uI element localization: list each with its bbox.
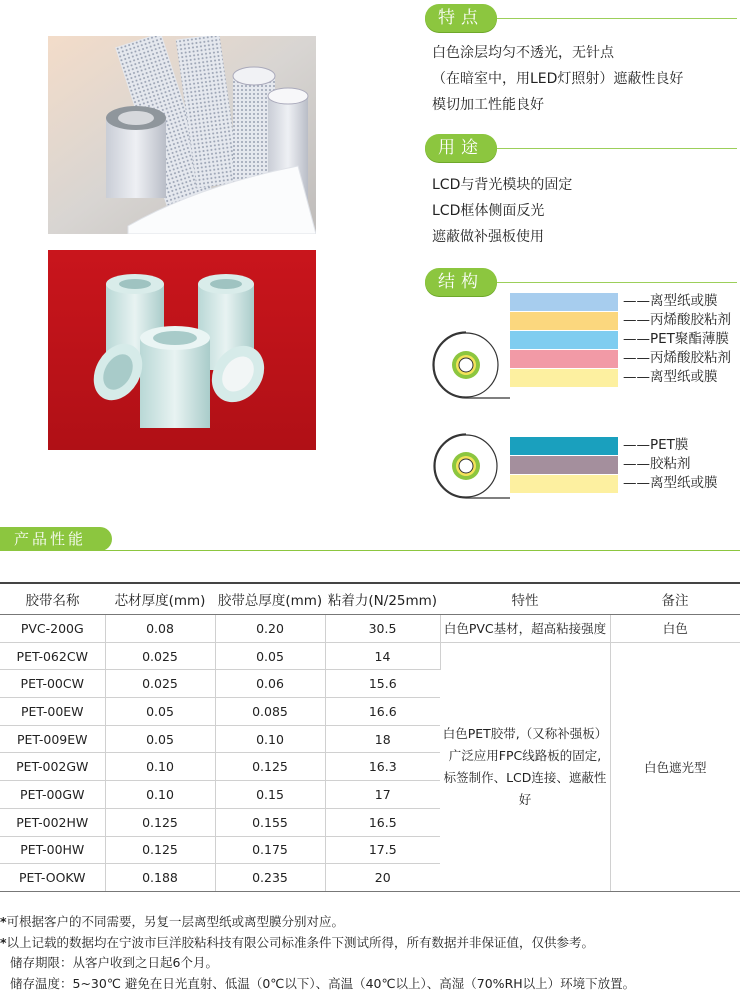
- cell-name: PET-OOKW: [0, 864, 105, 892]
- layer-adhesive: [510, 455, 618, 474]
- note-item: *可根据客户的不同需要，另复一层离型纸或离型膜分别对应。: [0, 914, 345, 929]
- layer-1-release-liner: [510, 292, 618, 311]
- cell-adhesion: 17.5: [325, 836, 440, 864]
- cell-adhesion: 17: [325, 781, 440, 809]
- header-adhesion: 粘着力(N/25mm): [325, 583, 440, 615]
- cell-total: 0.235: [215, 864, 325, 892]
- roll-icon-2: [432, 432, 512, 500]
- header-core: 芯材厚度(mm): [105, 583, 215, 615]
- layer-pet-film: [510, 436, 618, 455]
- layer-label: ——PET膜: [623, 437, 689, 453]
- features-list: [432, 40, 683, 118]
- features-divider: [497, 18, 737, 19]
- features-badge: 特点: [425, 4, 497, 32]
- cell-total: 0.175: [215, 836, 325, 864]
- layer-3-pet-film: [510, 330, 618, 349]
- cell-total: 0.15: [215, 781, 325, 809]
- usage-divider: [497, 148, 737, 149]
- layer-release-liner: [510, 474, 618, 493]
- table-header-row: [0, 583, 740, 615]
- cell-adhesion: 16.3: [325, 753, 440, 781]
- structure-badge: 结构: [425, 268, 497, 296]
- usage-item: LCD框体侧面反光: [432, 203, 545, 219]
- performance-table: [0, 582, 740, 892]
- cell-adhesion: 14: [325, 642, 440, 670]
- note-item: *以上记载的数据均在宁波市巨洋胶粘科技有限公司标准条件下测试所得，所有数据并非保证值，仅供参考。: [0, 934, 595, 950]
- cell-core: 0.025: [105, 642, 215, 670]
- notes-list: [0, 912, 740, 994]
- cell-adhesion: 16.5: [325, 808, 440, 836]
- cell-core: 0.10: [105, 753, 215, 781]
- cell-merged-note: 白色遮光型: [610, 642, 740, 891]
- layer-label: ——离型纸或膜: [623, 475, 718, 491]
- header-total: 胶带总厚度(mm): [215, 583, 325, 615]
- note-item: 储存温度：5~30℃ 避免在日光直射、低温（0℃以下）、高温（40℃以上）、高湿（70%RH以上）环境下放置。: [10, 975, 636, 991]
- cell-core: 0.05: [105, 698, 215, 726]
- feature-line: 广泛应用FPC线路板的固定,: [448, 747, 602, 763]
- usage-badge: 用途: [425, 134, 497, 162]
- cell-name: PET-062CW: [0, 642, 105, 670]
- product-photo-white-rolls: [48, 36, 316, 234]
- feature-item: （在暗室中，用LED灯照射）遮蔽性良好: [432, 71, 684, 87]
- table-row: PVC-200G 0.08 0.20 30.5 白色PVC基材，超高粘接强度 白色: [0, 615, 740, 643]
- cell-core: 0.125: [105, 836, 215, 864]
- cell-total: 0.125: [215, 753, 325, 781]
- feature-line: 标签制作、LCD连接、遮蔽性好: [443, 769, 607, 807]
- product-photo-rolls-red-background: [48, 250, 316, 450]
- feature-item: 模切加工性能良好: [432, 97, 544, 113]
- cell-core: 0.05: [105, 725, 215, 753]
- cell-core: 0.188: [105, 864, 215, 892]
- table-row: [0, 642, 740, 670]
- cell-core: 0.025: [105, 670, 215, 698]
- cell-name: PET-00HW: [0, 836, 105, 864]
- cell-name: PET-002HW: [0, 808, 105, 836]
- layer-label: ——离型纸或膜: [623, 293, 718, 309]
- layer-label: ——PET聚酯薄膜: [623, 331, 729, 347]
- cell-total: 0.06: [215, 670, 325, 698]
- cell-total: 0.10: [215, 725, 325, 753]
- cell-total: 0.155: [215, 808, 325, 836]
- header-name: 胶带名称: [0, 583, 105, 615]
- performance-badge: 产品性能: [0, 527, 112, 551]
- layer-5-release-liner: [510, 368, 618, 387]
- header-feature: 特性: [440, 583, 610, 615]
- usage-item: 遮蔽做补强板使用: [432, 229, 544, 245]
- cell-total: 0.085: [215, 698, 325, 726]
- header-note: 备注: [610, 583, 740, 615]
- note-item: 储存期限：从客户收到之日起6个月。: [10, 955, 218, 970]
- cell-core: 0.10: [105, 781, 215, 809]
- layer-label: ——胶粘剂: [623, 456, 691, 472]
- cell-core: 0.125: [105, 808, 215, 836]
- cell-name: PET-00GW: [0, 781, 105, 809]
- cell-name: PET-009EW: [0, 725, 105, 753]
- cell-name: PET-00CW: [0, 670, 105, 698]
- layer-label: ——丙烯酸胶粘剂: [623, 350, 731, 366]
- roll-icon-1: [432, 330, 512, 400]
- structure-divider: [497, 282, 737, 283]
- cell-adhesion: 16.6: [325, 698, 440, 726]
- usage-list: [432, 172, 572, 250]
- layer-2-acrylic-adhesive: [510, 311, 618, 330]
- layer-4-acrylic-adhesive: [510, 349, 618, 368]
- feature-line: 白色PET胶带,（又称补强板）: [442, 725, 608, 741]
- cell-name: PET-002GW: [0, 753, 105, 781]
- layer-label: ——丙烯酸胶粘剂: [623, 312, 731, 328]
- cell-adhesion: 15.6: [325, 670, 440, 698]
- cell-merged-feature: [440, 642, 610, 891]
- cell-adhesion: 20: [325, 864, 440, 892]
- layer-label: ——离型纸或膜: [623, 369, 718, 385]
- cell-adhesion: 18: [325, 725, 440, 753]
- feature-item: 白色涂层均匀不透光，无针点: [432, 45, 614, 61]
- usage-item: LCD与背光模块的固定: [432, 177, 573, 193]
- cell-name: PET-00EW: [0, 698, 105, 726]
- cell-total: 0.05: [215, 642, 325, 670]
